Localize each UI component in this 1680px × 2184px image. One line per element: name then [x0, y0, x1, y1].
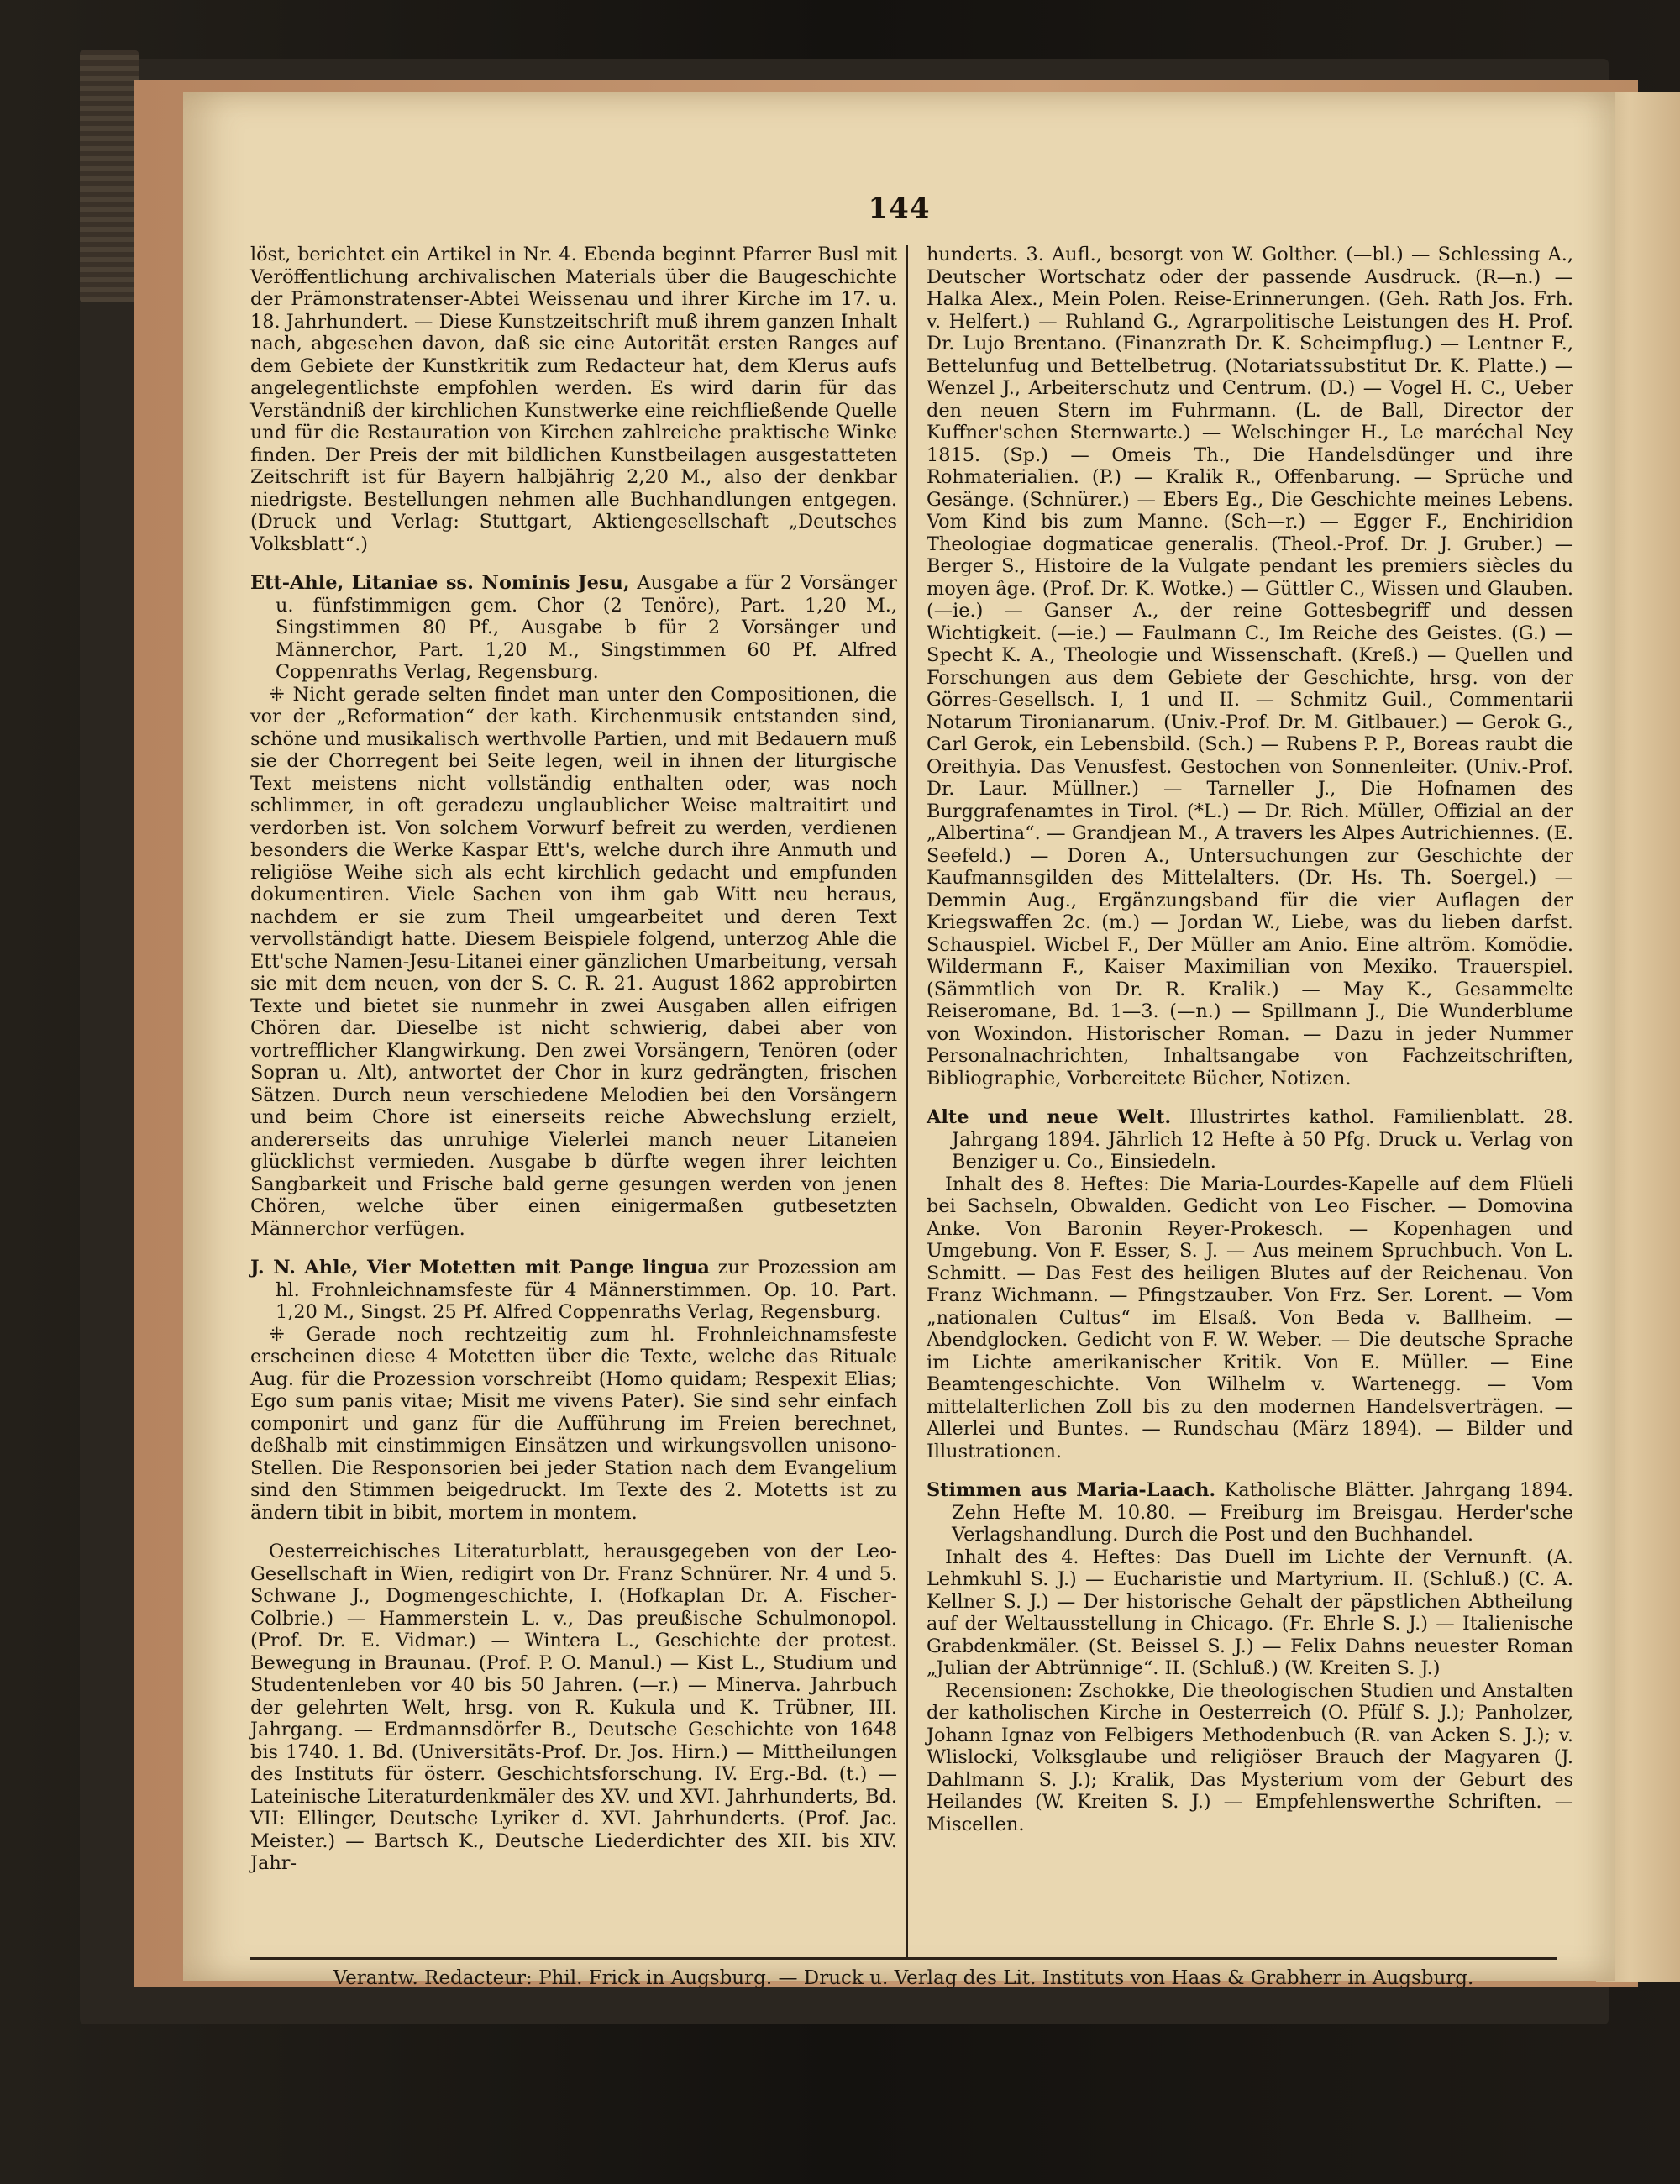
article-continuation: löst, berichtet ein Artikel in Nr. 4. Ebenda beginnt Pfarrer Busl mit Veröffentlichung archivalischen Materials über die Baugeschichte der Prämonstratenser-Abtei Weissenau und ihrer Kirche im 17. u. 18. Jahrhundert. — Diese Kunstzeitschrift muß ihrem ganzen Inhalt nach, abgesehen davon, daß sie eine Autorität ersten Ranges auf dem Gebiete der Kunstkritik zum Redacteur hat, dem Klerus aufs angelegentlichste empfohlen werden. Es wird darin für das Verständniß der kirchlichen Kunstwerke eine reichfließende Quelle und für die Restauration von Kirchen zahlreiche praktische Winke finden. Der Preis der mit bildlichen Kunstbeilagen ausgestatteten Zeitschrift ist für Bayern halbjährig 2,20 M., also der denkbar niedrigste. Bestellungen nehmen alle Buchhandlungen entgegen. (Druck und Verlag: Stuttgart, Aktiengesellschaft „Deutsches Volksblatt“.) [250, 244, 897, 555]
page [183, 92, 1615, 1989]
entry-reviews: Recensionen: Zschokke, Die theologischen Studien und Anstalten der katholischen Kirche in Oesterreich (O. Pfülf S. J.); Panholzer, Johann Ignaz von Felbigers Methodenbuch (R. van Acken S. J.); v. Wlislocki, Volksglaube und religiöser Brauch der Magyaren (J. Dahlmann S. J.); Kralik, Das Mysterium vom der Geburt des Heilandes (W. Kreiten S. J.) — Empfehlenswerthe Schriften. — Miscellen. [927, 1679, 1573, 1835]
entry-bibliography: Illustrirtes kathol. Familienblatt. 28. Jahrgang 1894. Jährlich 12 Hefte à 50 Pfg. Druck u. Verlag von Benziger u. Co., Einsiedeln. [952, 1106, 1573, 1173]
review-entry-ett-ahle [250, 572, 897, 1240]
entry-bibliography: zur Prozession am hl. Frohnleichnamsfeste für 4 Männerstimmen. Op. 10. Part. 1,20 M., Singst. 25 Pf. Alfred Coppenraths Verlag, Regensburg. [276, 1257, 897, 1323]
review-entry-stimmen-maria-laach [927, 1479, 1573, 1835]
entry-title: Stimmen aus Maria-Laach. [927, 1479, 1216, 1501]
entry-bibliography: Katholische Blätter. Jahrgang 1894. Zehn Hefte M. 10.80. — Freiburg im Breisgau. Herder'sche Verlagshandlung. Durch die Post und den Buchhandel. [952, 1479, 1573, 1546]
imprint-footer: Verantw. Redacteur: Phil. Frick in Augsburg. — Druck u. Verlag des Lit. Instituts von Haas & Grabherr in Augsburg. [333, 1967, 1474, 1989]
entry-title: Alte und neue Welt. [927, 1106, 1172, 1128]
entry-title: J. N. Ahle, Vier Motetten mit Pange lingua [250, 1257, 710, 1278]
left-column [250, 244, 897, 1875]
entry-content: Oesterreichisches Literaturblatt, herausgegeben von der Leo-Gesellschaft in Wien, redigirt von Dr. Franz Schnürer. Nr. 4 und 5. Schwane J., Dogmengeschichte, I. (Hofkaplan Dr. A. Fischer-Colbrie.) — Hammerstein L. v., Das preußische Schulmonopol. (Prof. Dr. E. Vidmar.) — Wintera L., Geschichte der protest. Bewegung in Braunau. (Prof. P. O. Manul.) — Kist L., Studium und Studentenleben vor 40 bis 50 Jahren. (—r.) — Minerva. Jahrbuch der gelehrten Welt, hrsg. von R. Kukula und K. Trübner, III. Jahrgang. — Erdmannsdörfer B., Deutsche Geschichte von 1648 bis 1740. 1. Bd. (Universitäts-Prof. Dr. Jos. Hirn.) — Mittheilungen des Instituts für österr. Geschichtsforschung. IV. Erg.-Bd. (t.) — Lateinische Literaturdenkmäler des XV. und XVI. Jahrhunderts, Bd. VII: Ellinger, Deutsche Lyriker d. XVI. Jahrhunderts. (Prof. Jac. Meister.) — Bartsch K., Deutsche Liederdichter des XII. bis XIV. Jahr- [250, 1541, 897, 1874]
entry-review: ⁜ Nicht gerade selten findet man unter den Compositionen, die vor der „Reformation“ der kath. Kirchenmusik entstanden sind, schöne und musikalisch werthvolle Partien, und mit Bedauern muß sie der Chorregent bei Seite legen, weil in ihnen der liturgische Text meistens nicht vollständig enthalten oder, was noch schlimmer, in oft geradezu unglaublicher Weise maltraitirt und verdorben ist. Von solchem Vorwurf befreit zu werden, verdienen besonders die Werke Kaspar Ett's, welche durch ihre Anmuth und religiöse Weihe sich als echt kirchlich gedacht und empfunden dokumentiren. Viele Sachen von ihm gab Witt neu heraus, nachdem er sie zum Theil umgearbeitet und deren Text vervollständigt hatte. Diesem Beispiele folgend, unterzog Ahle die Ett'sche Namen-Jesu-Litanei einer gänzlichen Umarbeitung, versah sie mit dem neuen, von der S. C. R. 21. August 1862 approbirten Texte und bietet sie nunmehr in zwei Ausgaben allen eifrigen Chören dar. Dieselbe ist nicht schwierig, dabei aber von vortrefflicher Klangwirkung. Den zwei Vorsängern, Tenören (oder Sopran u. Alt), antwortet der Chor in kurz gedrängten, frischen Sätzen. Durch neun verschiedene Melodien bei den Vorsängern und beim Chore ist einerseits reiche Abwechslung erzielt, andererseits das unruhige Vielerlei manch neuer Litaneien glücklichst vermieden. Ausgabe b dürfte wegen ihrer leichten Sangbarkeit und Frische bald gerne gesungen werden von jenen Chören, welche über einen einigermaßen gutbesetzten Männerchor verfügen. [250, 683, 897, 1240]
review-entry-ahle-motetten [250, 1257, 897, 1524]
page-number: 144 [868, 192, 931, 225]
spine-binding [80, 50, 139, 302]
entry-contents: Inhalt des 4. Heftes: Das Duell im Lichte der Vernunft. (A. Lehmkuhl S. J.) — Eucharistie und Martyrium. II. (Schluß.) (C. A. Kellner S. J.) — Der historische Gehalt der päpstlichen Abtheilung auf der Weltausstellung in Chicago. (Fr. Ehrle S. J.) — Italienische Grabdenkmäler. (St. Beissel S. J.) — Felix Dahns neuester Roman „Julian der Abtrünnige“. II. (Schluß.) (W. Kreiten S. J.) [927, 1546, 1573, 1679]
footer-divider [250, 1957, 1557, 1960]
column-divider [906, 245, 908, 1959]
right-column [927, 244, 1573, 1835]
entry-title: Ett-Ahle, Litaniae ss. Nominis Jesu, [250, 572, 630, 594]
review-entry-alte-neue-welt [927, 1106, 1573, 1462]
entry-bibliography: Ausgabe a für 2 Vorsänger u. fünfstimmigen gem. Chor (2 Tenöre), Part. 1,20 M., Singstimmen 80 Pf., Ausgabe b für 2 Vorsänger und Männerchor, Part. 1,20 M., Singstimmen 60 Pf. Alfred Coppenraths Verlag, Regensburg. [276, 572, 898, 683]
entry-continuation: hunderts. 3. Aufl., besorgt von W. Golther. (—bl.) — Schlessing A., Deutscher Wortschatz oder der passende Ausdruck. (R—n.) — Halka Alex., Mein Polen. Reise-Erinnerungen. (Geh. Rath Jos. Frh. v. Helfert.) — Ruhland G., Agrarpolitische Leistungen des H. Prof. Dr. Lujo Brentano. (Finanzrath Dr. K. Scheimpflug.) — Lentner F., Bettelunfug und Bettelbetrug. (Notariatssubstitut Dr. K. Platte.) — Wenzel J., Arbeiterschutz und Centrum. (D.) — Vogel H. C., Ueber den neuen Stern im Fuhrmann. (L. de Ball, Director der Kuffner'schen Sternwarte.) — Welschinger H., Le maréchal Ney 1815. (Sp.) — Omeis Th., Die Handelsdünger und ihre Rohmaterialien. (P.) — Kralik R., Offenbarung. — Sprüche und Gesänge. (Schnürer.) — Ebers Eg., Die Geschichte meines Lebens. Vom Kind bis zum Manne. (Sch—r.) — Egger F., Enchiridion Theologiae dogmaticae generalis. (Theol.-Prof. Dr. J. Gruber.) — Berger S., Histoire de la Vulgate pendant les premiers siècles du moyen âge. (Prof. Dr. K. Wotke.) — Güttler C., Wissen und Glauben. (—ie.) — Ganser A., der reine Gottesbegriff und dessen Wichtigkeit. (—ie.) — Faulmann C., Im Reiche des Geistes. (G.) — Specht K. A., Theologie und Wissenschaft. (Kreß.) — Quellen und Forschungen aus dem Gebiete der Geschichte, hrsg. von der Görres-Gesellsch. I, 1 und II. — Schmitz Guil., Commentarii Notarum Tironianarum. (Univ.-Prof. Dr. M. Gitlbauer.) — Gerok G., Carl Gerok, ein Lebensbild. (Sch.) — Rubens P. P., Boreas raubt die Oreithyia. Das Venusfest. Gestochen von Sonnenleiter. (Univ.-Prof. Dr. Laur. Müllner.) — Tarneller J., Die Hofnamen des Burggrafenamtes in Tirol. (*L.) — Dr. Rich. Müller, Offizial an der „Albertina“. — Grandjean M., A travers les Alpes Autrichiennes. (E. Seefeld.) — Doren A., Untersuchungen zur Geschichte der Kaufmannsgilden des Mittelalters. (Dr. Hs. Th. Soergel.) — Demmin Aug., Ergänzungsband für die vier Auflagen der Kriegswaffen 2c. (m.) — Jordan W., Liebe, was du lieben darfst. Schauspiel. Wicbel F., Der Müller am Anio. Eine altröm. Komödie. Wildermann F., Kaiser Maximilian von Mexiko. Trauerspiel. (Sämmtlich von Dr. R. Kralik.) — May K., Gesammelte Reiseromane, Bd. 1—3. (—n.) — Spillmann J., Die Wunderblume von Woxindon. Historischer Roman. — Dazu in jeder Nummer Personalnachrichten, Inhaltsangabe von Fachzeitschriften, Bibliographie, Vorbereitete Bücher, Notizen. [927, 244, 1573, 1089]
review-entry-literaturblatt [250, 1541, 897, 1875]
entry-contents: Inhalt des 8. Heftes: Die Maria-Lourdes-Kapelle auf dem Flüeli bei Sachseln, Obwalden. Gedicht von Leo Fischer. — Domovina Anke. Von Baronin Reyer-Prokesch. — Kopenhagen und Umgebung. Von F. Esser, S. J. — Aus meinem Spruchbuch. Von L. Schmitt. — Das Fest des heiligen Blutes auf der Reichenau. Von Franz Wichmann. — Pfingstzauber. Von Frz. Ser. Lorent. — Vom „nationalen Cultus“ im Elsaß. Von Beda v. Ballheim. — Abendglocken. Gedicht von F. W. Weber. — Die deutsche Sprache im Lichte amerikanischer Kritik. Von E. Müller. — Eine Beamtengeschichte. Von Wilhelm v. Wartenegg. — Vom mittelalterlichen Zoll bis zu den modernen Handelsverträgen. — Allerlei und Buntes. — Rundschau (März 1894). — Bilder und Illustrationen. [927, 1173, 1573, 1462]
entry-review: ⁜ Gerade noch rechtzeitig zum hl. Frohnleichnamsfeste erscheinen diese 4 Motetten über die Texte, welche das Rituale Aug. für die Prozession vorschreibt (Homo quidam; Respexit Elias; Ego sum panis vitae; Misit me vivens Pater). Sie sind sehr einfach componirt und ganz für die Aufführung im Freien berechnet, deßhalb mit einstimmigen Einsätzen und wirkungsvollen unisono-Stellen. Die Responsorien bei jeder Station nach dem Evangelium sind den Stimmen beigedruckt. Im Texte des 2. Motetts ist zu ändern tibit in bibit, mortem in montem. [250, 1323, 897, 1524]
